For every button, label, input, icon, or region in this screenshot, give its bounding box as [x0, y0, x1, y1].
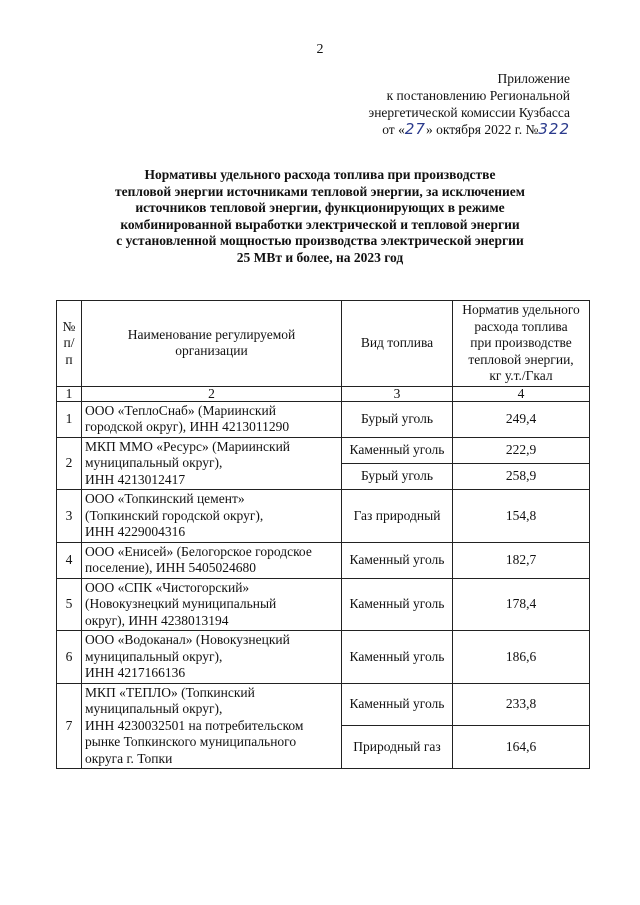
row-number: 5 [57, 578, 82, 631]
organization-cell [82, 578, 342, 631]
header-value: Норматив удельного расхода топлива при производстве тепловой энергии, кг у.т./Гкал [453, 301, 590, 387]
annex-line-2: к постановлению Региональной [386, 88, 570, 103]
organization-cell [82, 437, 342, 490]
organization-line: ИНН 4217166136 [85, 665, 186, 680]
page-number: 2 [316, 42, 324, 57]
col-index: 2 [82, 386, 342, 401]
fuel-type-cell: Каменный уголь [342, 683, 453, 726]
table-row [57, 542, 590, 578]
organization-line: ООО «Енисей» (Белогорское городское [85, 543, 312, 559]
fuel-type-cell: Бурый уголь [342, 463, 453, 489]
doc-number: 322 [538, 120, 570, 138]
table-row [57, 490, 590, 543]
title-line-6: 25 МВт и более, на 2023 год [236, 249, 404, 265]
norm-value-cell: 178,4 [453, 578, 590, 631]
row-number: 2 [57, 437, 82, 490]
norm-value-cell: 186,6 [453, 631, 590, 684]
col-index: 3 [342, 386, 453, 401]
organization-cell [82, 631, 342, 684]
fuel-type-cell: Каменный уголь [342, 542, 453, 578]
table-row [57, 401, 590, 437]
norm-value-cell: 233,8 [453, 683, 590, 726]
organization-line: округ), ИНН 4238013194 [85, 612, 229, 628]
col-index: 1 [57, 386, 82, 401]
organization-line: ИНН 4229004316 [85, 524, 186, 539]
table-row [57, 578, 590, 631]
organization-line: муниципальный округ), [85, 701, 223, 716]
organization-line: ООО «ТеплоСнаб» (Мариинский [85, 402, 276, 418]
fuel-type-cell: Газ природный [342, 490, 453, 543]
row-number: 3 [57, 490, 82, 543]
annex-line-1: Приложение [497, 71, 570, 86]
header-fuel: Вид топлива [342, 301, 453, 387]
fuel-type-cell: Каменный уголь [342, 578, 453, 631]
fuel-type-cell: Каменный уголь [342, 437, 453, 463]
column-index-row [57, 386, 590, 401]
table-body [57, 401, 590, 769]
organization-line: ООО «Водоканал» (Новокузнецкий [85, 632, 290, 647]
norm-value-cell: 258,9 [453, 463, 590, 489]
document-title [60, 167, 580, 267]
organization-cell [82, 542, 342, 578]
title-line-4: комбинированной выработки электрической и тепловой энергии [120, 216, 520, 232]
organization-line: МКП ММО «Ресурс» (Мариинский [85, 438, 291, 454]
row-number: 6 [57, 631, 82, 684]
norm-value-cell: 249,4 [453, 401, 590, 437]
table-row [57, 437, 590, 463]
fuel-type-cell: Природный газ [342, 726, 453, 769]
norms-table [56, 300, 590, 769]
organization-line: муниципальный округ), [85, 648, 223, 664]
norm-value-cell: 164,6 [453, 726, 590, 769]
norm-value-cell: 222,9 [453, 437, 590, 463]
title-line-3: источников тепловой энергии, функционирующих в режиме [135, 200, 505, 216]
organization-cell [82, 401, 342, 437]
date-day: 27 [404, 120, 426, 138]
annex-block [368, 70, 570, 138]
title-line-1: Нормативы удельного расхода топлива при производстве [144, 167, 496, 182]
organization-line: рынке Топкинского муниципального [85, 734, 297, 749]
organization-line: (Топкинский городской округ), [85, 507, 264, 523]
organization-cell [82, 683, 342, 769]
row-number: 1 [57, 401, 82, 437]
date-middle: » октября 2022 г. № [425, 122, 539, 137]
organization-line: (Новокузнецкий муниципальный [85, 596, 277, 611]
header-org: Наименование регулируемой организации [82, 301, 342, 387]
title-line-2: тепловой энергии источниками тепловой энергии, за исключением [115, 183, 525, 199]
title-line-5: с установленной мощностью производства электрической энергии [116, 233, 524, 249]
fuel-type-cell: Каменный уголь [342, 631, 453, 684]
organization-line: городской округ), ИНН 4213011290 [85, 419, 290, 434]
annex-line-3: энергетической комиссии Кузбасса [368, 105, 570, 120]
table-row [57, 683, 590, 726]
row-number: 4 [57, 542, 82, 578]
organization-cell [82, 490, 342, 543]
norm-value-cell: 182,7 [453, 542, 590, 578]
annex-date-line [368, 121, 570, 138]
header-num: № п/п [57, 301, 82, 387]
organization-line: ООО «СПК «Чистогорский» [85, 579, 250, 595]
organization-line: ИНН 4230032501 на потребительском [85, 717, 304, 733]
organization-line: поселение), ИНН 5405024680 [85, 560, 256, 575]
organization-line: округа г. Топки [85, 750, 173, 766]
organization-line: муниципальный округ), [85, 455, 223, 470]
fuel-type-cell: Бурый уголь [342, 401, 453, 437]
table-header-row [57, 301, 590, 387]
col-index: 4 [453, 386, 590, 401]
organization-line: МКП «ТЕПЛО» (Топкинский [85, 684, 255, 700]
organization-line: ИНН 4213012417 [85, 471, 186, 487]
organization-line: ООО «Топкинский цемент» [85, 491, 245, 506]
table-row [57, 631, 590, 684]
date-prefix: от « [382, 122, 405, 137]
row-number: 7 [57, 683, 82, 769]
norm-value-cell: 154,8 [453, 490, 590, 543]
